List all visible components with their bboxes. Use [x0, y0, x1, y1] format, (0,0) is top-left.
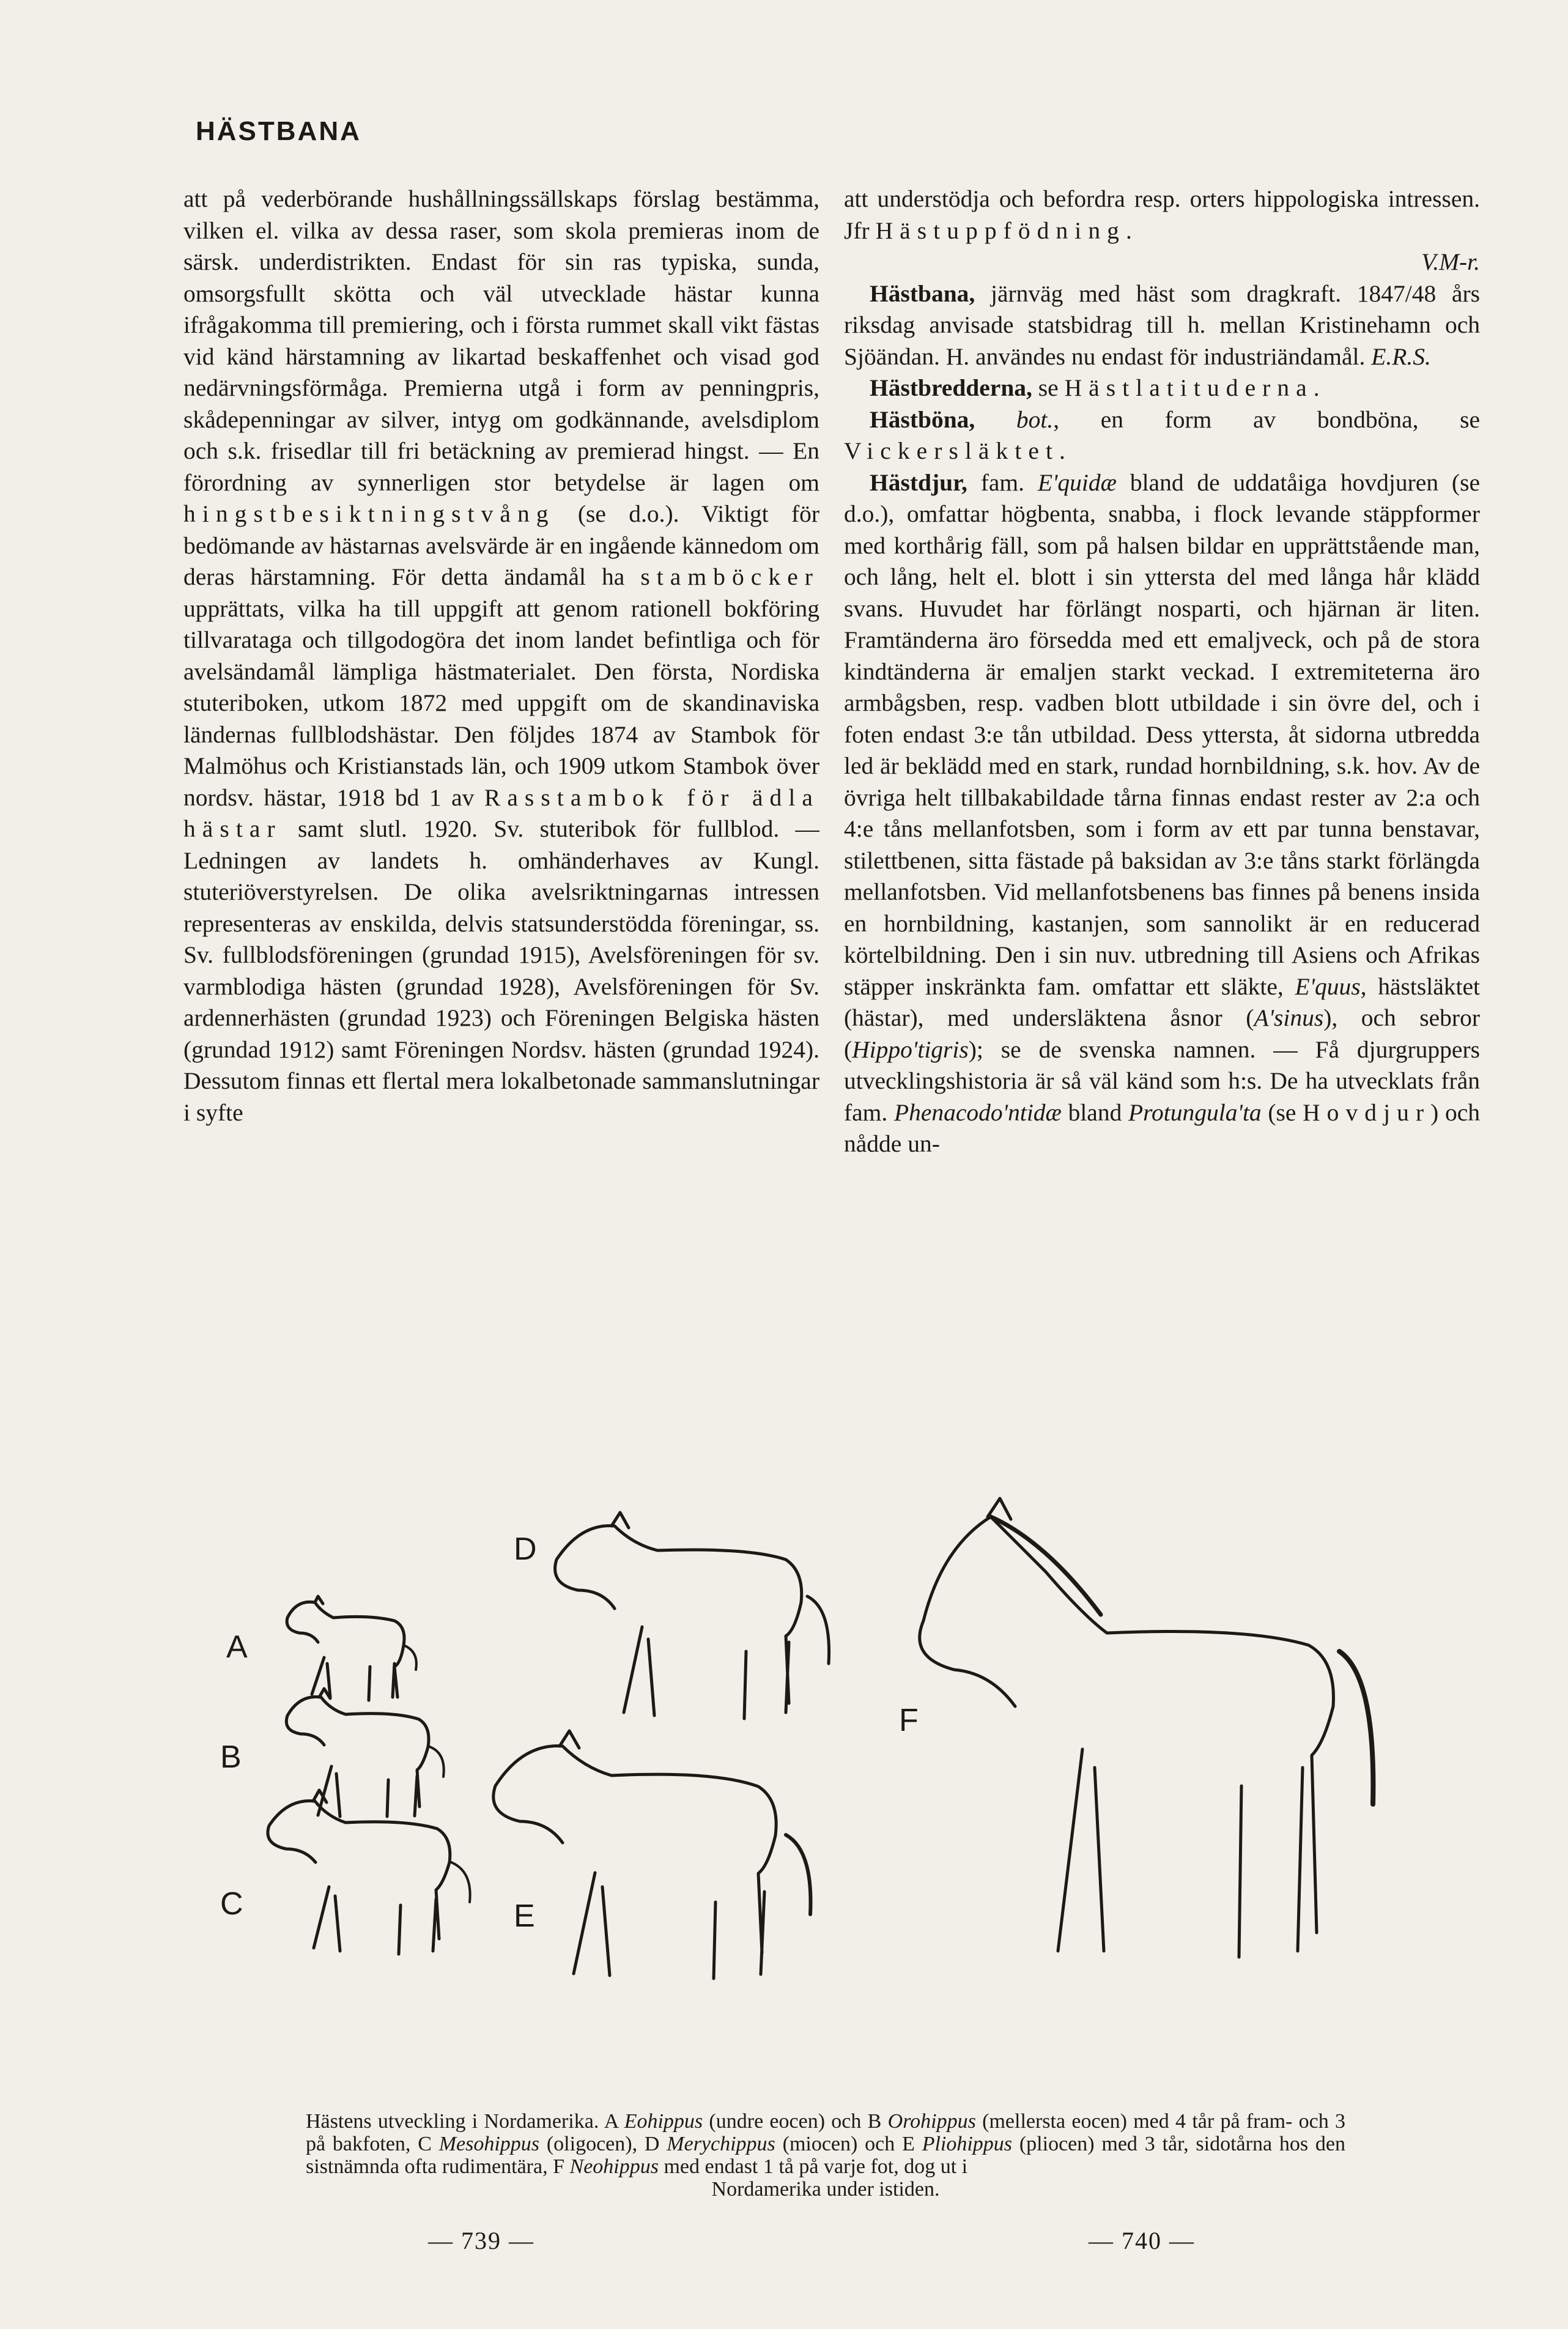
figure-label-d: D [514, 1531, 537, 1567]
page-number-right: — 740 — [1089, 2227, 1195, 2254]
paragraph-horse-breeding: att på vederbörande hushållningssällskaps förslag bestämma, vilken el. vilka av dessa raser, som skola premieras inom de särsk. underdistrikten. Endast för sin ras typiska, sunda, omsorgsfullt skötta och väl utvecklade hästar kunna ifrågakomma till premiering, och i första rummet skall vikt fästas vid känd härstamning av likartad beskaffenhet och visad god nedärvningsförmåga. Premierna utgå i form av penningpris, skådepenningar av silver, intyg om godkännande, avelsdiplom och s.k. frisedlar till fri betäckning av premierad hingst. — En förordning av synnerligen stor betydelse är lagen om hingstbesiktningstvång (se d.o.). Viktigt för bedömande av hästarnas avelsvärde är en ingående kännedom om deras härstamning. För detta ändamål ha stamböcker upprättats, vilka ha till uppgift att genom rationell bokföring tillvaratagа och tillgodogöra det inom landet befintliga och för avelsändamål lämpliga hästmaterialet. Den första, Nordiska stuteriboken, utkom 1872 med uppgift om de skandinaviska ländernas fullblodshästar. Den följdes 1874 av Stambok för Malmöhus och Kristianstads län, och 1909 utkom Stambok över nordsv. hästar, 1918 bd 1 av Rasstambok för ädla hästar samt slutl. 1920. Sv. stuteribok för fullblod. — Ledningen av landets h. omhänderhaves av Kungl. stuteriöverstyrelsen. De olika avelsriktningarnas intressen representeras av enskilda, delvis statsunderstödda föreningar, ss. Sv. fullblodsföreningen (grundad 1915), Avelsföreningen för sv. varmblodiga hästen (grundad 1928), Avelsföreningen för Sv. ardennerhästen (grundad 1923) och Föreningen Belgiska hästen (grundad 1912) samt Föreningen Nordsv. hästen (grundad 1924). Dessutom finnas ett flertal mera lokalbetonade sammanslutningar i syfte [183, 185, 819, 1126]
figure-label-f: F [899, 1703, 919, 1738]
figure-label-a: A [226, 1629, 248, 1665]
entry-headword: Hästbredderna, [870, 374, 1032, 401]
figure-caption: Hästens utveckling i Nordamerika. A Eohippus (undre eocen) och B Orohippus (mellersta eocen) med 4 tår på fram- och 3 på bakfoten, C Mesohippus (oligocen), D Merychippus (miocen) och E Pliohippus (pliocen) med 3 tår, sidotårna hos den sistnämnda ofta rudimentära, F Neohippus med endast 1 tå på varje fot, dog ut i Nordamerika under istiden. [306, 2110, 1346, 2201]
entry-headword: Hästböna, [870, 405, 975, 433]
figure-label-b: B [220, 1739, 242, 1775]
horse-evolution-figure [196, 1474, 1492, 2104]
entry-headword: Hästdjur, [870, 468, 967, 496]
left-column [183, 183, 819, 1456]
paragraph-continuation: att understödja och befordra resp. orters hippologiska intressen. Jfr Hästuppfödning. V.M-r. [844, 183, 1480, 278]
entry-hastbana: Hästbana, järnväg med häst som dragkraft. 1847/48 års riksdag anvisade statsbidrag till h. mellan Kristinehamn och Sjöändan. H. användes nu endast för industriändamål. E.R.S. [844, 280, 1480, 370]
cross-reference: Hovdjur [1303, 1098, 1431, 1126]
figure-label-e: E [514, 1898, 535, 1934]
cross-reference: Hästlatituderna [1064, 374, 1314, 401]
spaced-term: stamböcker [640, 563, 819, 590]
horse-d-merychippus [555, 1513, 829, 1719]
horse-c-mesohippus [268, 1790, 470, 1954]
figure-label-c: C [220, 1886, 243, 1922]
horse-a-eohippus [287, 1596, 416, 1700]
running-head: HÄSTBANA [196, 116, 361, 146]
cross-reference: Hästuppfödning [875, 217, 1126, 244]
spaced-term: Rasstambok för ädla hästar [183, 783, 819, 842]
author-signature: E.R.S. [1371, 342, 1431, 370]
right-column [844, 183, 1480, 1456]
entry-headword: Hästbana, [870, 280, 975, 307]
horse-f-neohippus [920, 1498, 1374, 1957]
cross-reference: Vickersläktet [844, 437, 1059, 464]
author-signature: V.M-r. [1421, 248, 1480, 275]
horse-b-orohippus [286, 1689, 443, 1816]
horse-e-pliohippus [494, 1731, 811, 1979]
spaced-term: hingstbesiktningstvång [183, 500, 555, 527]
horse-illustration [196, 1474, 1492, 2104]
entry-hastbona: Hästböna, bot., en form av bondböna, se Vickersläktet. [844, 405, 1480, 464]
page-number-left: — 739 — [428, 2227, 534, 2254]
entry-hastdjur: Hästdjur, fam. E'quidæ bland de uddatåiga hovdjuren (se d.o.), omfattar högbenta, snabba, i flock levande stäppformer med korthårig fäll, som på halsen bildar en upprättstående man, och lång, helt el. blott i sin yttersta del med långa hår klädd svans. Huvudet har förlängt nosparti, och hjärnan är liten. Framtänderna äro försedda med ett emaljveck, och på de stora kindtänderna är emaljen starkt veckad. I extremiteterna äro armbågsben, resp. vadben blott utbildade i sin övre del, och i foten endast 3:e tån utbildad. Dess yttersta, åt sidorna utbredda led är beklädd med en stark, rundad hornbildning, s.k. hov. Av de övriga helt tillbakabildade tårna finnas endast rester av 2:a och 4:e tåns mellanfotsben, som i form av ett par tunna benstavar, stilettbenen, sitta fästade på baksidan av 3:e tåns starkt förlängda mellanfotsben. Vid mellanfotsbenens bas finnes på benens insida en hornbildning, kastanjen, som sannolikt är en reducerad körtelbildning. Den i sin nuv. utbredning till Asiens och Afrikas stäpper inskränkta fam. omfattar ett släkte, E'quus, hästsläktet (hästar), med undersläktena åsnor (A'sinus), och sebror (Hippo'tigris); se de svenska namnen. — Få djurgruppers utvecklingshistoria är så väl känd som h:s. De ha utvecklats från fam. Phenacodo'ntidæ bland Protungula'ta (se Hovdjur) och nådde un- [844, 468, 1480, 1157]
entry-hastbredderna: Hästbredderna, se Hästlatituderna. [870, 374, 1320, 401]
